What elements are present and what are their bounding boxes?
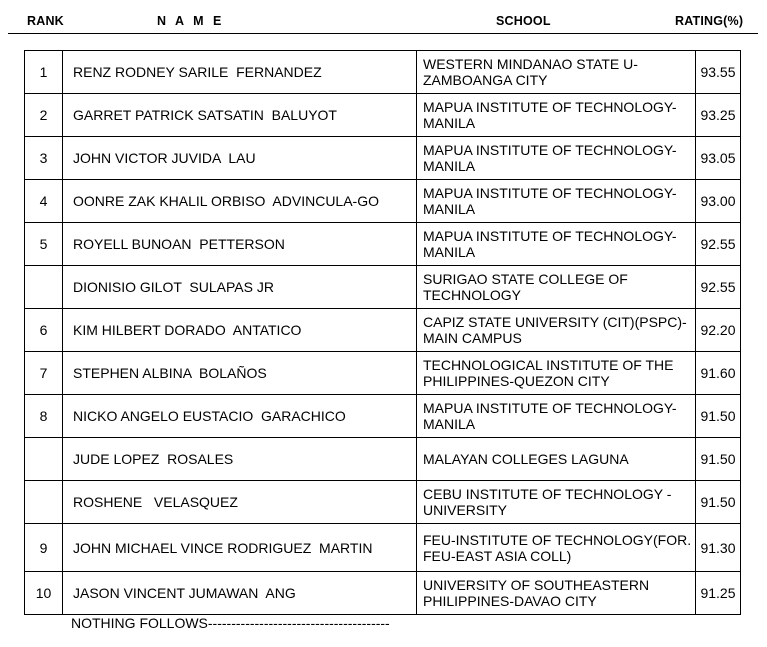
name-cell: ROSHENE VELASQUEZ <box>63 481 417 524</box>
rating-cell: 92.55 <box>696 223 741 266</box>
rating-cell: 92.55 <box>696 266 741 309</box>
name-cell: KIM HILBERT DORADO ANTATICO <box>63 309 417 352</box>
rating-cell: 91.30 <box>696 524 741 572</box>
header-name: N A M E <box>157 14 225 28</box>
results-table <box>24 50 741 615</box>
rating-cell: 93.25 <box>696 94 741 137</box>
rating-cell: 91.50 <box>696 438 741 481</box>
school-cell: SURIGAO STATE COLLEGE OF TECHNOLOGY <box>417 266 696 309</box>
school-cell: FEU-INSTITUTE OF TECHNOLOGY(FOR. FEU-EAST ASIA COLL) <box>417 524 696 572</box>
header-school: SCHOOL <box>496 14 551 28</box>
rank-cell: 8 <box>25 395 63 438</box>
school-cell: CAPIZ STATE UNIVERSITY (CIT)(PSPC)-MAIN CAMPUS <box>417 309 696 352</box>
name-cell: DIONISIO GILOT SULAPAS JR <box>63 266 417 309</box>
name-cell: NICKO ANGELO EUSTACIO GARACHICO <box>63 395 417 438</box>
school-cell: MAPUA INSTITUTE OF TECHNOLOGY-MANILA <box>417 223 696 266</box>
school-cell: MAPUA INSTITUTE OF TECHNOLOGY-MANILA <box>417 137 696 180</box>
table-row <box>25 94 741 137</box>
name-cell: OONRE ZAK KHALIL ORBISO ADVINCULA-GO <box>63 180 417 223</box>
header-divider <box>8 33 758 34</box>
table-row <box>25 352 741 395</box>
name-cell: JOHN MICHAEL VINCE RODRIGUEZ MARTIN <box>63 524 417 572</box>
school-cell: MAPUA INSTITUTE OF TECHNOLOGY-MANILA <box>417 395 696 438</box>
table-row <box>25 309 741 352</box>
name-cell: ROYELL BUNOAN PETTERSON <box>63 223 417 266</box>
header-rating: RATING(%) <box>675 14 744 28</box>
rating-cell: 91.60 <box>696 352 741 395</box>
rank-cell <box>25 438 63 481</box>
rating-cell: 91.50 <box>696 481 741 524</box>
table-row <box>25 481 741 524</box>
table-row <box>25 524 741 572</box>
rank-cell: 2 <box>25 94 63 137</box>
school-cell: UNIVERSITY OF SOUTHEASTERN PHILIPPINES-DAVAO CITY <box>417 572 696 615</box>
name-cell: STEPHEN ALBINA BOLAÑOS <box>63 352 417 395</box>
name-cell: JASON VINCENT JUMAWAN ANG <box>63 572 417 615</box>
table-row <box>25 438 741 481</box>
rank-cell: 3 <box>25 137 63 180</box>
school-cell: WESTERN MINDANAO STATE U-ZAMBOANGA CITY <box>417 51 696 94</box>
name-cell: RENZ RODNEY SARILE FERNANDEZ <box>63 51 417 94</box>
table-row <box>25 223 741 266</box>
rating-cell: 91.50 <box>696 395 741 438</box>
rating-cell: 91.25 <box>696 572 741 615</box>
rank-cell: 10 <box>25 572 63 615</box>
rank-cell: 6 <box>25 309 63 352</box>
table-row <box>25 572 741 615</box>
name-cell: GARRET PATRICK SATSATIN BALUYOT <box>63 94 417 137</box>
rank-cell: 5 <box>25 223 63 266</box>
table-row <box>25 266 741 309</box>
school-cell: MAPUA INSTITUTE OF TECHNOLOGY-MANILA <box>417 94 696 137</box>
name-cell: JUDE LOPEZ ROSALES <box>63 438 417 481</box>
rank-cell: 7 <box>25 352 63 395</box>
nothing-follows-note: NOTHING FOLLOWS--------------------------------------- <box>71 615 390 631</box>
rank-cell: 9 <box>25 524 63 572</box>
rating-cell: 93.05 <box>696 137 741 180</box>
rank-cell: 4 <box>25 180 63 223</box>
table-row <box>25 137 741 180</box>
rank-cell: 1 <box>25 51 63 94</box>
header-rank: RANK <box>27 14 64 28</box>
school-cell: TECHNOLOGICAL INSTITUTE OF THE PHILIPPINES-QUEZON CITY <box>417 352 696 395</box>
name-cell: JOHN VICTOR JUVIDA LAU <box>63 137 417 180</box>
school-cell: CEBU INSTITUTE OF TECHNOLOGY - UNIVERSITY <box>417 481 696 524</box>
rank-cell <box>25 481 63 524</box>
rank-cell <box>25 266 63 309</box>
rating-cell: 93.55 <box>696 51 741 94</box>
table-row <box>25 180 741 223</box>
rating-cell: 92.20 <box>696 309 741 352</box>
school-cell: MAPUA INSTITUTE OF TECHNOLOGY-MANILA <box>417 180 696 223</box>
table-row <box>25 395 741 438</box>
rating-cell: 93.00 <box>696 180 741 223</box>
school-cell: MALAYAN COLLEGES LAGUNA <box>417 438 696 481</box>
table-row <box>25 51 741 94</box>
